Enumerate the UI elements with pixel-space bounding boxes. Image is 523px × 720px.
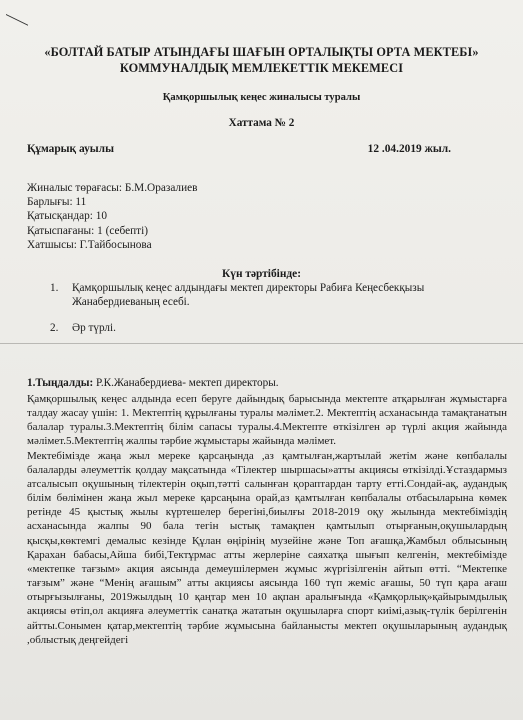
report-paragraph: Мектебімізде жаңа жыл мереке қарсаңында ,аз қамтылған,жартылай жетім және көпбалалы балаларды әлеуметтік қолдау мақсатында «Тілектер шыршасы»атты акциясы өткізілді.Ұстаздармыз атсалысып оқушының тілектерін оқып,тәтті салынған қораптардан тарту етті.Сондай-ақ, аудандық білім бөлімінен жаңа жыл мереке қарсаңына орай,аз қамтылған көпбалалы отбасыларына көмек ретінде 45 қыстық жылы күртешелер берегіні,биылғы 2018-2019 оқу жылында мектебіміздің асханасында жалпы 90 бала тегін ыстық тамақпен қамтылып отырғанын,оқушылардың қысқы,көктемгі демалыс кезінде Құлан өңірінің музейіне және Топ ағашқа,Жамбыл облысының Қарахан бабасы,Айша бибі,Тектұрмас атты жерлеріне саяхатқа шығып келгенін, мектебімізде «мектепке тағзым» акция аясында демеушілермен жұмыс жүргізілгенін айтып өтті. “Мектепке тағзым” және “Менің ағашым” атты акциясы аясында 160 түп жеміс ағашы, 50 түп қара ағаш отырғызылғаны, 2019жылдың 10 қаңтар мен 10 ақпан аралығында «Қамқорлық»қайырымдылық акциясы өтіп,ол акцияға әлеуметтік санатқа жататын оқушыларға спорт киімі,азық-түлік берілгенін айтты.Сонымен қатар,мектептің тәрбие жұмысына байланысты мектеп оқушыларының аудандық ,облыстық деңгейдегі [27,449,507,646]
members-absent: Қатыспағаны: 1 (себепті) [27,224,149,237]
report-paragraph: Қамқоршылық кеңес алдында есеп беруге дайындық барысында мектепте атқарылған жұмыстарға талдау жасау үшін: 1. Мектептің құрылғаны туралы мәлімет.2. Мектептің асханасында тамақтанатын балалар туралы.3.Мектептің білім сапасы туралы.4.Мектепте өткізілген әр түрлі акция жайында мәлімет.5.Мектептің жалпы тәрбие жұмыстары жайында мәлімет. [27,393,507,448]
listened-label: 1.Тыңдалды: [27,377,94,389]
agenda-list [50,281,473,347]
place-date-row [27,143,451,155]
report-body [27,392,507,647]
agenda-item-number: 2. [50,322,59,334]
meeting-subject: Қамқоршылық кеңес жиналысы туралы [162,92,361,103]
place: Құмарық ауылы [27,143,114,155]
agenda-item-number: 1. [50,282,59,294]
agenda-item [50,321,473,335]
institution-type: КОММУНАЛДЫҚ МЕМЛЕКЕТТІК МЕКЕМЕСІ [119,61,404,75]
meeting-chair: Жиналыс төрағасы: Б.М.Оразалиев [27,182,198,194]
agenda-item-text: Әр түрлі. [72,322,116,334]
corner-pen-mark [6,0,28,26]
page-fold-line [0,343,523,344]
school-header [40,44,483,76]
listened-line [27,377,507,389]
agenda-item [50,281,473,309]
school-name: «БОЛТАЙ БАТЫР АТЫНДАҒЫ ШАҒЫН ОРТАЛЫҚТЫ ОРТА МЕКТЕБІ» [44,45,479,59]
agenda-title: Күн тәртібінде: [222,268,301,280]
members-attended: Қатысқандар: 10 [27,210,108,223]
date: 12 .04.2019 жыл. [367,143,451,155]
listened-speaker: Р.К.Жанабердиева- мектеп директоры. [93,377,279,389]
members-total: Барлығы: 11 [27,196,87,209]
protocol-number: Хаттама № 2 [228,117,295,129]
agenda-item-text: Қамқоршылық кеңес алдындағы мектеп директоры Рабиға Кеңесбекқызы Жанабердиеваның есебі. [72,282,425,308]
secretary: Хатшысы: Г.Тайбосынова [27,238,152,251]
meeting-meta [27,181,197,252]
